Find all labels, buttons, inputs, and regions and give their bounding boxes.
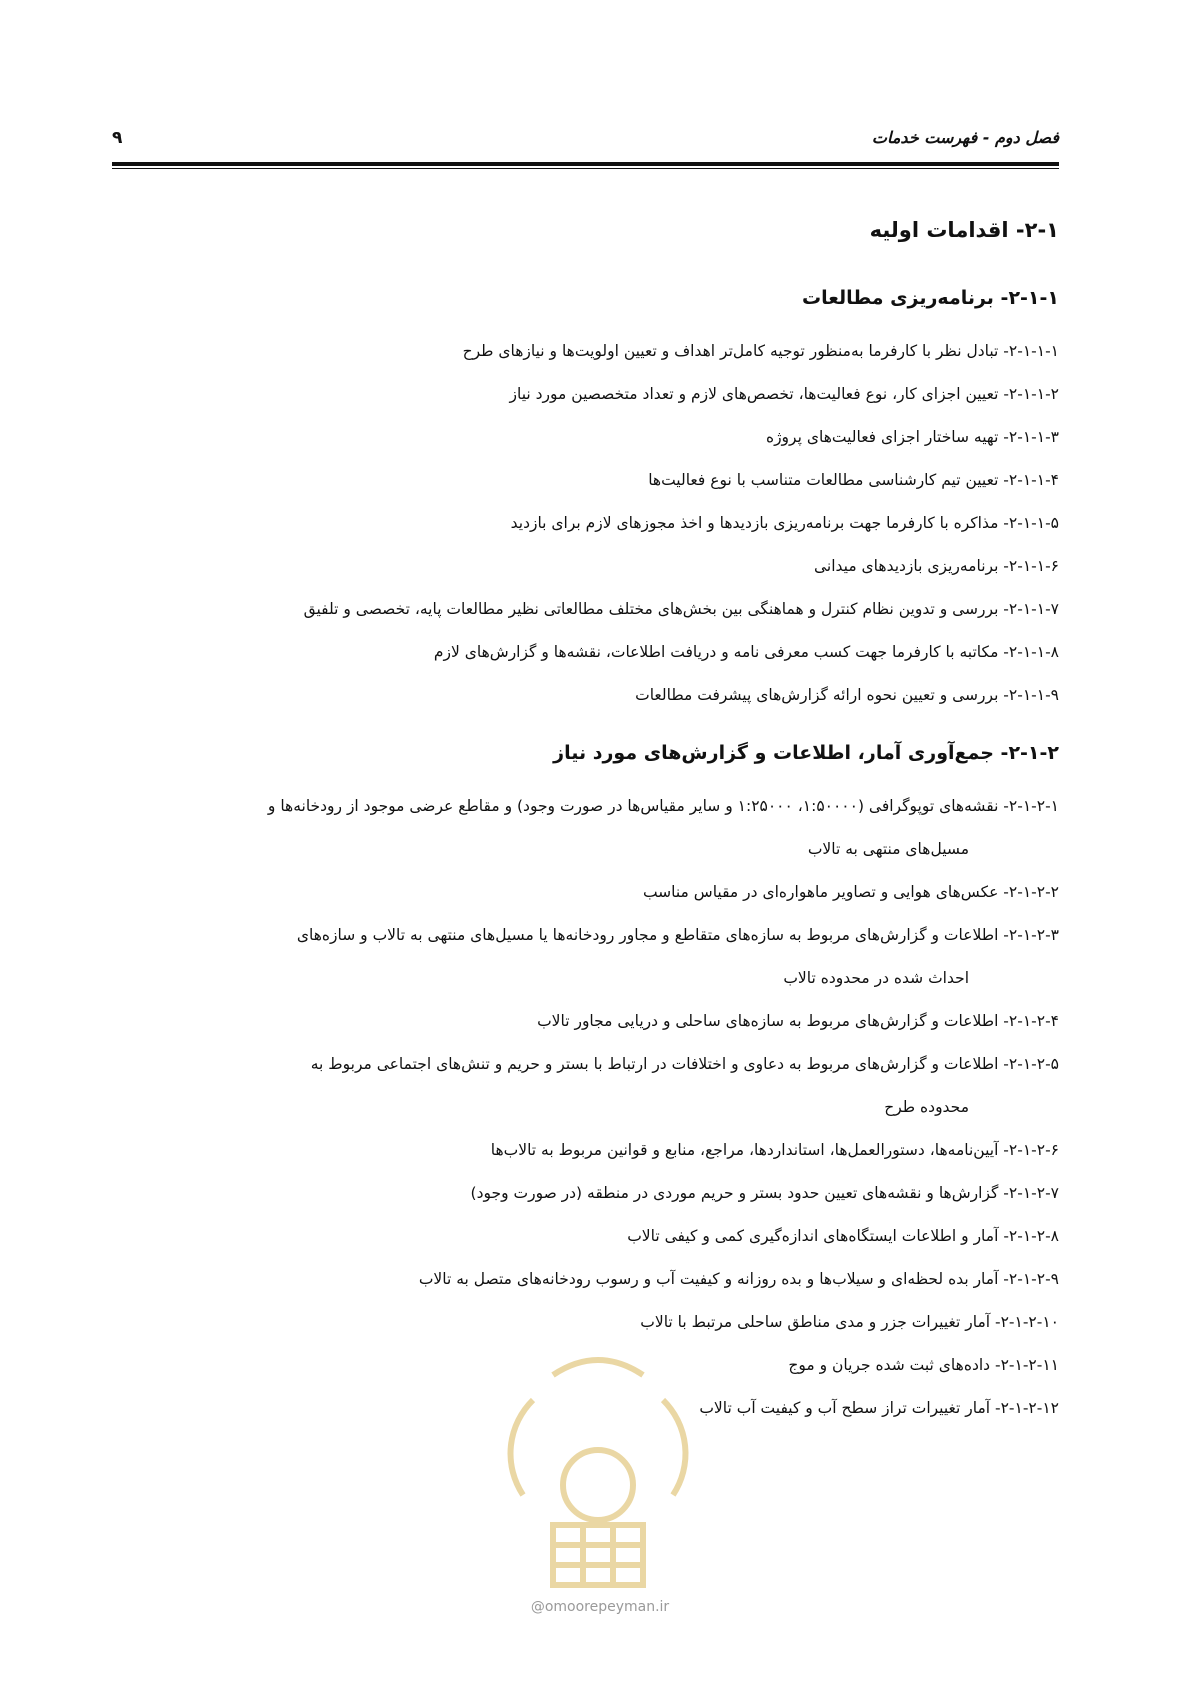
- list-item-text: ۲-۱-۲-۷- گزارش‌ها و نقشه‌های تعیین حدود بستر و حریم موردی در منطقه (در صورت وجود): [470, 1184, 1059, 1202]
- list-item-text: ۲-۱-۲-۸- آمار و اطلاعات ایستگاه‌های اندازه‌گیری کمی و کیفی تالاب: [627, 1227, 1059, 1245]
- page-number: ۹: [112, 128, 123, 148]
- subsection-heading-2: ۲-۱-۲- جمع‌آوری آمار، اطلاعات و گزارش‌های مورد نیاز: [553, 742, 1059, 764]
- page-content: [112, 214, 1059, 1430]
- subsection-2-list: [112, 785, 1059, 1430]
- list-item: [112, 914, 1059, 1000]
- list-item-text: ۲-۱-۲-۱۲- آمار تغییرات تراز سطح آب و کیفیت آب تالاب: [699, 1399, 1059, 1417]
- section-heading: ۲-۱- اقدامات اولیه: [869, 218, 1059, 242]
- list-item: ۲-۱-۱-۸- مکاتبه با کارفرما جهت کسب معرفی نامه و دریافت اطلاعات، نقشه‌ها و گزارش‌های لازم: [433, 643, 1059, 661]
- list-item-continuation: احداث شده در محدوده تالاب: [783, 969, 969, 987]
- list-item-text: ۲-۱-۲-۱۰- آمار تغییرات جزر و مدی مناطق ساحلی مرتبط با تالاب: [640, 1313, 1059, 1331]
- list-item: [112, 785, 1059, 871]
- header-rule-thin: [112, 168, 1059, 169]
- list-item-text: ۲-۱-۲-۹- آمار بده لحظه‌ای و سیلاب‌ها و بده روزانه و کیفیت آب و رسوب رودخانه‌های متصل به تالاب: [418, 1270, 1059, 1288]
- list-item-text: ۲-۱-۲-۱۱- داده‌های ثبت شده جریان و موج: [788, 1356, 1059, 1374]
- list-item-text: ۲-۱-۲-۲- عکس‌های هوایی و تصاویر ماهواره‌ای در مقیاس مناسب: [642, 883, 1059, 901]
- list-item: [112, 1258, 1059, 1301]
- list-item: ۲-۱-۱-۷- بررسی و تدوین نظام کنترل و هماهنگی بین بخش‌های مختلف مطالعاتی نظیر مطالعات پایه، تخصصی و تلفیق: [303, 600, 1059, 618]
- list-item-continuation: مسیل‌های منتهی به تالاب: [807, 840, 969, 858]
- list-item-text: ۲-۱-۲-۱- نقشه‌های توپوگرافی (۱:۵۰۰۰۰، ۱:۲۵۰۰۰ و سایر مقیاس‌ها در صورت وجود) و مقاطع عرضی موجود از رودخانه‌ها و: [267, 797, 1059, 815]
- list-item: [112, 871, 1059, 914]
- list-item: [112, 1215, 1059, 1258]
- page-header: [112, 128, 1059, 164]
- watermark-seal-icon: [493, 1345, 703, 1595]
- header-title: فصل دوم - فهرست خدمات: [871, 128, 1059, 147]
- subsection-heading-1: ۲-۱-۱- برنامه‌ریزی مطالعات: [802, 287, 1059, 309]
- list-item: [112, 1043, 1059, 1129]
- list-item-text: ۲-۱-۲-۵- اطلاعات و گزارش‌های مربوط به دعاوی و اختلافات در ارتباط با بستر و حریم و تنش‌های اجتماعی مربوط به: [310, 1055, 1059, 1073]
- watermark-site: @omoorepeyman.ir: [530, 1599, 670, 1615]
- list-item: ۲-۱-۱-۶- برنامه‌ریزی بازدیدهای میدانی: [813, 557, 1059, 575]
- header-rule-thick: [112, 162, 1059, 166]
- list-item: ۲-۱-۱-۳- تهیه ساختار اجزای فعالیت‌های پروژه: [765, 428, 1059, 446]
- list-item: ۲-۱-۱-۲- تعیین اجزای کار، نوع فعالیت‌ها، تخصص‌های لازم و تعداد متخصصین مورد نیاز: [509, 385, 1059, 403]
- list-item: ۲-۱-۱-۴- تعیین تیم کارشناسی مطالعات متناسب با نوع فعالیت‌ها: [648, 471, 1059, 489]
- list-item: [112, 1129, 1059, 1172]
- list-item: ۲-۱-۱-۱- تبادل نظر با کارفرما به‌منظور توجیه کامل‌تر اهداف و تعیین اولویت‌ها و نیازهای طرح: [462, 342, 1059, 360]
- list-item: ۲-۱-۱-۹- بررسی و تعیین نحوه ارائه گزارش‌های پیشرفت مطالعات: [635, 686, 1059, 704]
- list-item: [112, 1000, 1059, 1043]
- list-item-text: ۲-۱-۲-۳- اطلاعات و گزارش‌های مربوط به سازه‌های متقاطع و مجاور رودخانه‌ها یا مسیل‌های منتهی به تالاب و سازه‌های: [296, 926, 1059, 944]
- list-item-continuation: محدوده طرح: [884, 1098, 969, 1116]
- list-item: [112, 1172, 1059, 1215]
- subsection-1-list: [112, 330, 1059, 717]
- list-item: [112, 1301, 1059, 1344]
- list-item: ۲-۱-۱-۵- مذاکره با کارفرما جهت برنامه‌ریزی بازدیدها و اخذ مجوزهای لازم برای بازدید: [510, 514, 1059, 532]
- list-item-text: ۲-۱-۲-۶- آیین‌نامه‌ها، دستورالعمل‌ها، استانداردها، مراجع، منابع و قوانین مربوط به تالاب‌ها: [490, 1141, 1059, 1159]
- list-item-text: ۲-۱-۲-۴- اطلاعات و گزارش‌های مربوط به سازه‌های ساحلی و دریایی مجاور تالاب: [537, 1012, 1059, 1030]
